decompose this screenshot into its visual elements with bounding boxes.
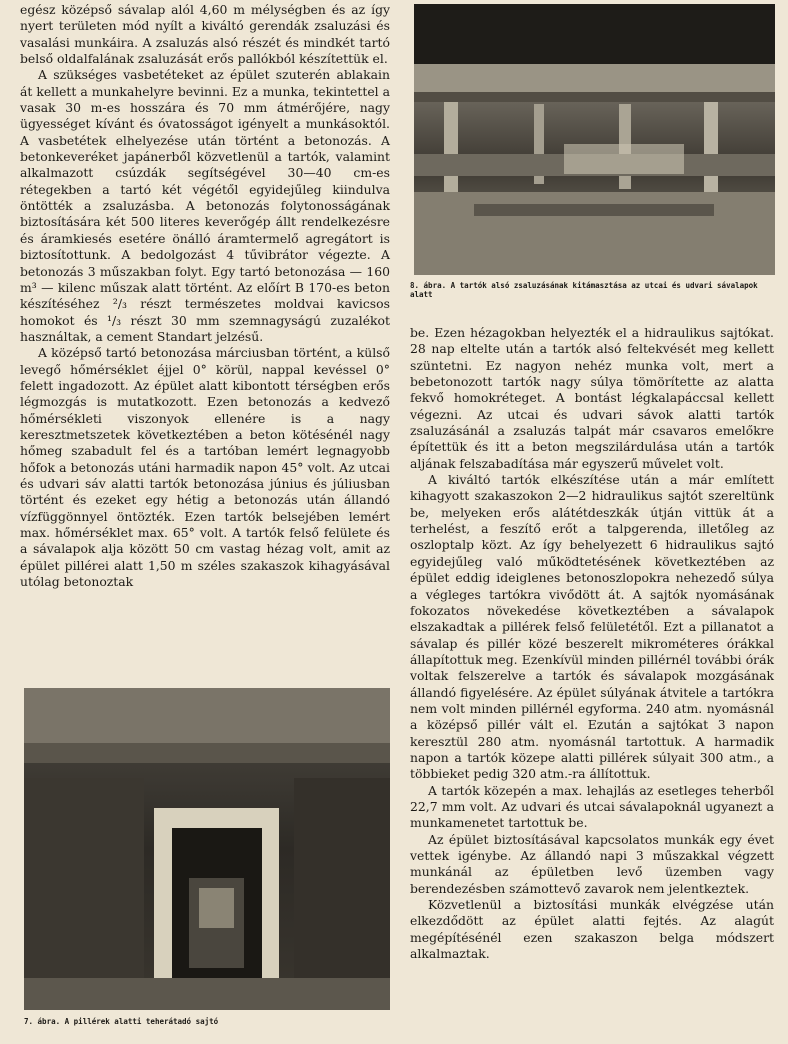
paragraph: egész középső sávalap alól 4,60 m mélységben és az így nyert területen mód nyílt a kiváltó gerendák zsaluzási és vasalási munkáira. A zsaluzás alsó részét és mindkét tartó belső oldalfalának zsaluzását erős pallókból készítettük el. bbox=[20, 2, 390, 67]
figure-8-caption: 8. ábra. A tartók alsó zsaluzásának kitámasztása az utcai és udvari sávalapok alatt bbox=[410, 281, 758, 299]
figure-7-image bbox=[24, 688, 390, 1010]
paragraph: A tartók közepén a max. lehajlás az esetleges teherből 22,7 mm volt. Az udvari és utcai sávalapoknál ugyanezt a munkamenetet tartottuk be. bbox=[410, 782, 774, 831]
paragraph: Közvetlenül a biztosítási munkák elvégzése után elkezdődött az épület alatti fejtés. Az alagút megépítésénél ezen szakaszon belga módszert alkalmaztak. bbox=[410, 897, 774, 962]
paragraph: A középső tartó betonozása márciusban történt, a külső levegő hőmérséklet éjjel 0° körül, nappal kevéssel 0° felett ingadozott. Az épület alatt kibontott térségben erős légmozgás is mutatkozott. Ezen betonozás a kedvező hőmérsékleti viszonyok ellenére is a nagy keresztmetszetek következtében a beton kötésénél nagy hőmeg szabadult fel és a tartóban lemért legnagyobb hőfok a betonozás utáni harmadik napon 45° volt. Az utcai és udvari sáv alatti tartók betonozása június és júliusban történt és ezeket egy hétig a betonozás után állandó vízfüggönnyel öntözték. Ezen tartók belsejében lemért max. hőmérséklet max. 65° volt. A tartók felső felülete és a sávalapok alja között 50 cm vastag hézag volt, amit az épület pillérei alatt 1,50 m széles szakaszok kihagyásával utólag betonoztak bbox=[20, 345, 390, 590]
paragraph: be. Ezen hézagokban helyezték el a hidraulikus sajtókat. 28 nap eltelte után a tartók alsó feltekvését meg kellett szüntetni. Ez nagyon nehéz munka volt, mert a bebetonozott tartók nagy súlya tömörítette az alatta fekvő homokréteget. A bontást légkalapáccsal kellett végezni. Az utcai és udvari sávok alatti tartók zsaluzásánál a zsaluzás talpát már csavaros emelőkre építettük és itt a beton megszilárdulása után a tartók aljának felszabadítása már egyszerű művelet volt. bbox=[410, 325, 774, 471]
figure-7-caption: 7. ábra. A pillérek alatti teherátadó sajtó bbox=[24, 1017, 219, 1026]
paragraph: A kiváltó tartók elkészítése után a már említett kihagyott szakaszokon 2—2 hidraulikus sajtót szereltünk be, melyeken erős alátétdeszkák útján vittük át a terhelést, a feszítő erőt a talpgerenda, illetőleg az oszloptalp közt. Az így behelyezett 6 hidraulikus sajtó egyidejűleg való működtetésének következtében az épület eddig ideiglenes betonoszlopokra nehezedő súlya a végleges tartókra vivődött át. A sajtók nyomásának fokozatos növekedése következtében a sávalapok elszakadtak a pillérek felső felületétől. Ezt a pillanatot a sávalap és pillér közé beszerelt mikrométeres órákkal állapítottuk meg. Ezenkívül minden pillérnél további órák voltak felszerelve a tartók és sávalapok mozgásának állandó figyelésére. Az épület súlyának átvitele a tartókra nem volt minden pillérnél egyforma. 240 atm. nyomásnál a középső pillér vált el. Ezután a sajtókat 3 napon keresztül 280 atm. nyomásnál tartottuk. A harmadik napon a tartók közepe alatti pillérek súlyait 300 atm., a többieket pedig 320 atm.-ra állítottuk. bbox=[410, 472, 774, 782]
figure-8-photo bbox=[414, 4, 775, 275]
left-text-column bbox=[20, 2, 390, 590]
paragraph: A szükséges vasbetéteket az épület szuterén ablakain át kellett a munkahelyre bevinni. Ez a munka, tekintettel a vasak 30 m-es hosszára és 70 mm átmérőjére, nagy ügyességet kívánt és óvatosságot igényelt a munkásoktól. A vasbetétek elhelyezése után történt a betonozás. A betonkeveréket japánerből közvetlenül a tartók, valamint alkalmazott csúzdák segítségével 30—40 cm-es rétegekben a tartó két végétől egyidejűleg kiindulva öntötték a zsaluzásba. A betonozás folytonosságának biztosítására két 500 literes keverőgép állt rendelkezésre és áramkiesés esetére önálló áramtermelő agregátort is biztosítottunk. A bedolgozást 4 tűvibrátor végezte. A betonozás 3 műszakban folyt. Egy tartó betonozása — 160 m³ — kilenc műszak alatt történt. Az előírt B 170-es beton készítéséhez ²/₃ részt természetes moldvai kavicsos homokot és ¹/₃ részt 30 mm szemnagyságú zuzalékot használtak, a cement Standart jelzésű. bbox=[20, 67, 390, 344]
figure-7-photo bbox=[24, 688, 390, 1010]
paragraph: Az épület biztosításával kapcsolatos munkák egy évet vettek igénybe. Az állandó napi 3 műszakkal végzett munkánál az épületben levő üzemben vagy berendezésben számottevő zavarok nem jelentkeztek. bbox=[410, 831, 774, 896]
figure-8-image bbox=[414, 4, 775, 275]
right-text-column bbox=[410, 325, 774, 962]
